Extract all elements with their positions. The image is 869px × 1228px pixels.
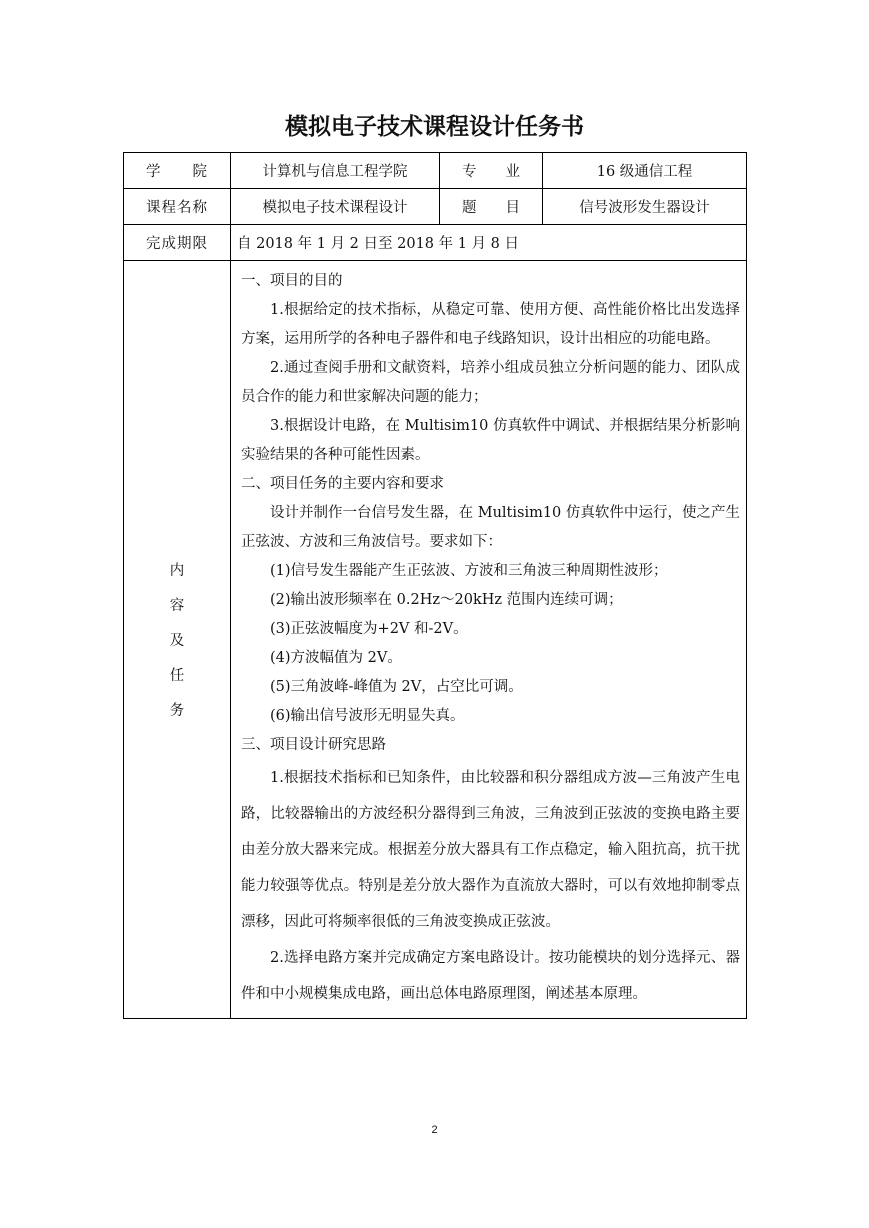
section-heading: 一、项目的目的 [241,273,343,289]
content-label-char: 容 [169,598,185,614]
period-label: 完成期限 [124,225,231,261]
requirement-item: (3)正弦波幅度为+2V 和-2V。 [270,621,468,637]
paragraph: 3.根据设计电路，在 Multisim10 仿真软件中调试、并根据结果分析影响实验结果的各种可能性因素。 [241,418,740,463]
course-value: 模拟电子技术课程设计 [231,189,440,225]
major-label: 专 业 [440,153,543,189]
section-heading: 三、项目设计研究思路 [241,737,386,753]
topic-value: 信号波形发生器设计 [543,189,747,225]
requirement-item: (2)输出波形频率在 0.2Hz～20kHz 范围内连续可调； [270,592,623,608]
content-label [124,261,231,1019]
paragraph: 2.选择电路方案并完成确定方案电路设计。按功能模块的划分选择元、器件和中小规模集成电路，画出总体电路原理图，阐述基本原理。 [241,950,740,1002]
page-number: 2 [431,1124,438,1136]
paragraph: 2.通过查阅手册和文献资料，培养小组成员独立分析问题的能力、团队成员合作的能力和世家解决问题的能力； [241,360,740,405]
major-value: 16 级通信工程 [543,153,747,189]
paragraph: 设计并制作一台信号发生器，在 Multisim10 仿真软件中运行，使之产生正弦波、方波和三角波信号。要求如下： [241,505,740,550]
requirement-item: (4)方波幅值为 2V。 [270,650,402,666]
task-form-table [123,152,747,1019]
content-label-char: 任 [169,668,185,684]
document-title: 模拟电子技术课程设计任务书 [285,114,584,140]
section-heading: 二、项目任务的主要内容和要求 [241,476,444,492]
course-row [124,189,747,225]
content-body [231,261,747,1019]
content-label-char: 内 [169,563,185,579]
content-label-char: 及 [169,633,185,649]
college-value: 计算机与信息工程学院 [231,153,440,189]
college-label: 学 院 [124,153,231,189]
period-row [124,225,747,261]
course-label: 课程名称 [124,189,231,225]
requirement-item: (5)三角波峰-峰值为 2V，占空比可调。 [270,679,523,695]
requirement-item: (6)输出信号波形无明显失真。 [270,708,465,724]
paragraph: 1.根据给定的技术指标，从稳定可靠、使用方便、高性能价格比出发选择方案，运用所学的各种电子器件和电子线路知识，设计出相应的功能电路。 [241,302,740,347]
content-label-char: 务 [169,703,185,719]
content-row [124,261,747,1019]
paragraph: 1.根据技术指标和已知条件，由比较器和积分器组成方波—三角波产生电路，比较器输出的方波经积分器得到三角波，三角波到正弦波的变换电路主要由差分放大器来完成。根据差分放大器具有工作点稳定，输入阻抗高，抗干扰能力较强等优点。特别是差分放大器作为直流放大器时，可以有效地抑制零点漂移，因此可将频率很低的三角波变换成正弦波。 [241,770,740,930]
period-value: 自 2018 年 1 月 2 日至 2018 年 1 月 8 日 [231,225,747,261]
topic-label: 题 目 [440,189,543,225]
college-row [124,153,747,189]
requirement-item: (1)信号发生器能产生正弦波、方波和三角波三种周期性波形； [270,563,668,579]
